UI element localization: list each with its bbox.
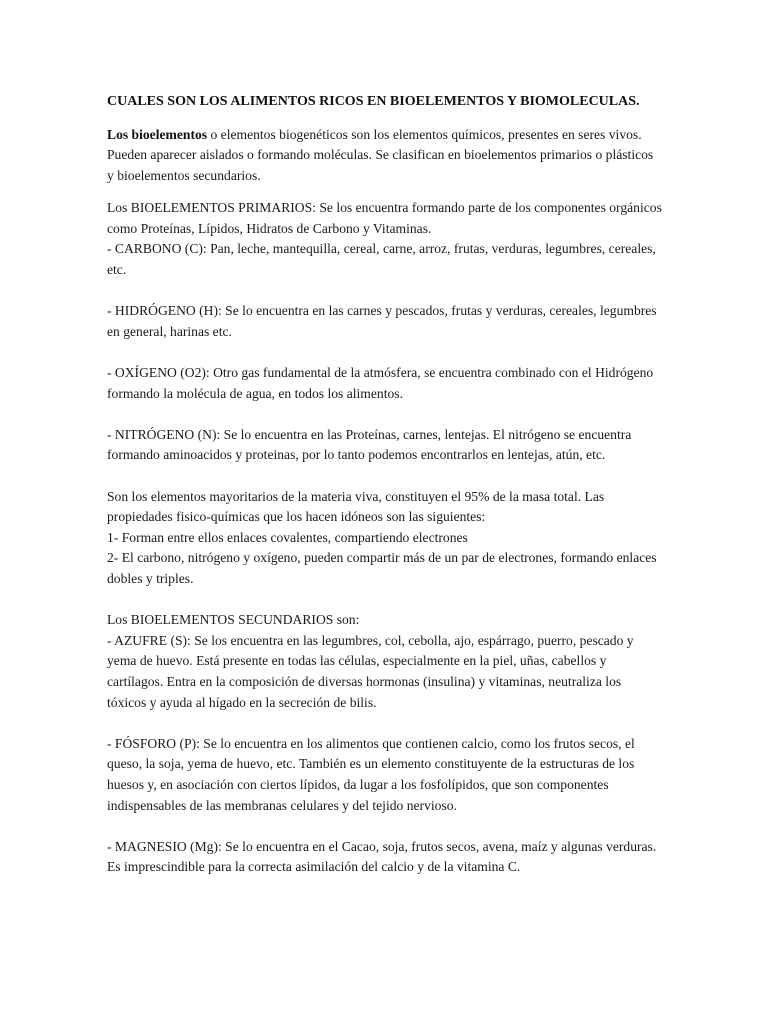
magnesio-item: - MAGNESIO (Mg): Se lo encuentra en el Cacao, soja, frutos secos, avena, maíz y algunas verduras. Es imprescindible para la correcta asimilación del calcio y de la vitamina C. [107, 838, 657, 875]
secundarios-heading: Los BIOELEMENTOS SECUNDARIOS son: [107, 612, 360, 628]
carbono-item: - CARBONO (C): Pan, leche, mantequilla, cereal, carne, arroz, frutas, verduras, legumbres, cereales, etc. [107, 241, 656, 278]
propiedad-2: 2- El carbono, nitrógeno y oxígeno, pueden compartir más de un par de electrones, formando enlaces dobles y triples. [107, 550, 657, 586]
mayoritarios-paragraph: Son los elementos mayoritarios de la materia viva, constituyen el 95% de la masa total. Las propiedades fisico-químicas que los hacen idóneos son las siguientes: [107, 488, 605, 525]
fosforo-item: - FÓSFORO (P): Se lo encuentra en los alimentos que contienen calcio, como los frutos secos, el queso, la soja, yema de huevo, etc. También es un elemento constituyente de la estructuras de los huesos y, en asociación con ciertos lípidos, da lugar a los fosfolípidos, que son componentes indispensables de las membranas celulares y del tejido nervioso. [107, 735, 635, 813]
propiedad-1: 1- Forman entre ellos enlaces covalentes, compartiendo electrones [107, 529, 468, 545]
document-body [107, 91, 663, 878]
hidrogeno-item: - HIDRÓGENO (H): Se lo encuentra en las carnes y pescados, frutas y verduras, cereales, legumbres en general, harinas etc. [107, 303, 657, 339]
oxigeno-item: - OXÍGENO (O2): Otro gas fundamental de la atmósfera, se encuentra combinado con el Hidrógeno formando la molécula de agua, en todos los alimentos. [107, 365, 654, 401]
azufre-item: - AZUFRE (S): Se los encuentra en las legumbres, col, cebolla, ajo, espárrago, puerro, pescado y yema de huevo. Está presente en todas las células, especialmente en la piel, uñas, cabellos y cartílagos. Entra en la composición de diversas hormonas (insulina) y vitaminas, neutraliza los tóxicos y ayuda al hígado en la secreción de bilis. [107, 632, 634, 710]
document-title: CUALES SON LOS ALIMENTOS RICOS EN BIOELEMENTOS Y BIOMOLECULAS. [107, 94, 640, 109]
intro-paragraph [107, 125, 663, 187]
intro-bold-term: Los bioelementos [107, 126, 208, 142]
intro-text: o elementos biogenéticos son los elementos químicos, presentes en seres vivos. Pueden aparecer aislados o formando moléculas. Se clasifican en bioelementos primarios o plásticos y bioelementos secundarios. [107, 126, 654, 183]
nitrogeno-item: - NITRÓGENO (N): Se lo encuentra en las Proteínas, carnes, lentejas. El nitrógeno se encuentra formando aminoacidos y proteinas, por lo tanto podemos encontrarlos en lentejas, atún, etc. [107, 426, 632, 463]
primarios-heading: Los BIOELEMENTOS PRIMARIOS: Se los encuentra formando parte de los componentes orgánicos como Proteínas, Lípidos, Hidratos de Carbono y Vitaminas. [107, 200, 662, 236]
